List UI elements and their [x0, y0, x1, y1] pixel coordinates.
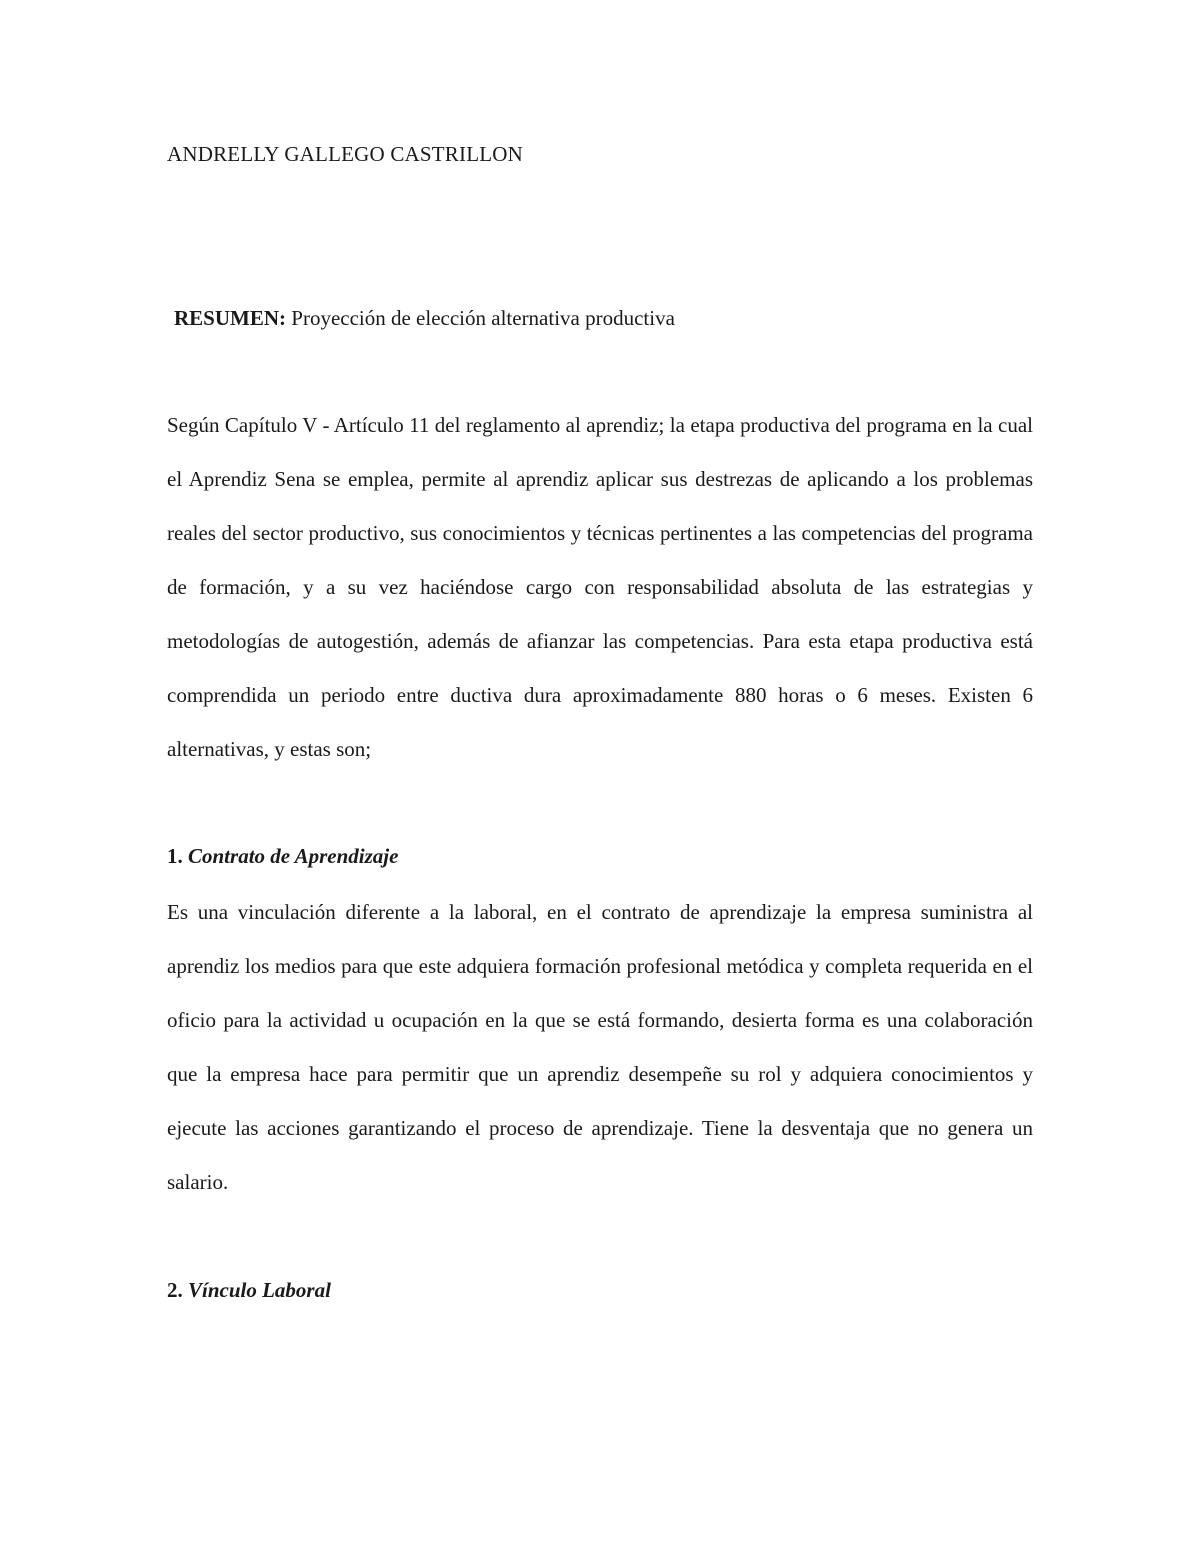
intro-paragraph: Según Capítulo V - Artículo 11 del reglamento al aprendiz; la etapa productiva del programa en la cual el Aprendiz Sena se emplea, permite al aprendiz aplicar sus destrezas de aplicando a los problemas reales del sector productivo, sus conocimientos y técnicas pertinentes a las competencias del programa de formación, y a su vez haciéndose cargo con responsabilidad absoluta de las estrategias y metodologías de autogestión, además de afianzar las competencias. Para esta etapa productiva está comprendida un periodo entre ductiva dura aproximadamente 880 horas o 6 meses. Existen 6 alternativas, y estas son; — [167, 413, 1033, 761]
section-title: Contrato de Aprendizaje — [182, 844, 399, 868]
author-name: ANDRELLY GALLEGO CASTRILLON — [167, 142, 523, 166]
section-paragraph-contrato-aprendizaje: Es una vinculación diferente a la laboral, en el contrato de aprendizaje la empresa suministra al aprendiz los medios para que este adquiera formación profesional metódica y completa requerida en el oficio para la actividad u ocupación en la que se está formando, desierta forma es una colaboración que la empresa hace para permitir que un aprendiz desempeñe su rol y adquiera conocimientos y ejecute las acciones garantizando el proceso de aprendizaje. Tiene la desventaja que no genera un salario. — [167, 900, 1033, 1194]
section-title: Vínculo Laboral — [182, 1278, 331, 1302]
section-heading-vinculo-laboral — [167, 1278, 331, 1303]
summary-label: RESUMEN: — [174, 306, 287, 330]
summary-line — [174, 306, 675, 331]
section-heading-contrato-aprendizaje — [167, 844, 398, 869]
section-number: 1. — [167, 844, 183, 868]
summary-text: Proyección de elección alternativa productiva — [286, 306, 675, 330]
section-number: 2. — [167, 1278, 183, 1302]
